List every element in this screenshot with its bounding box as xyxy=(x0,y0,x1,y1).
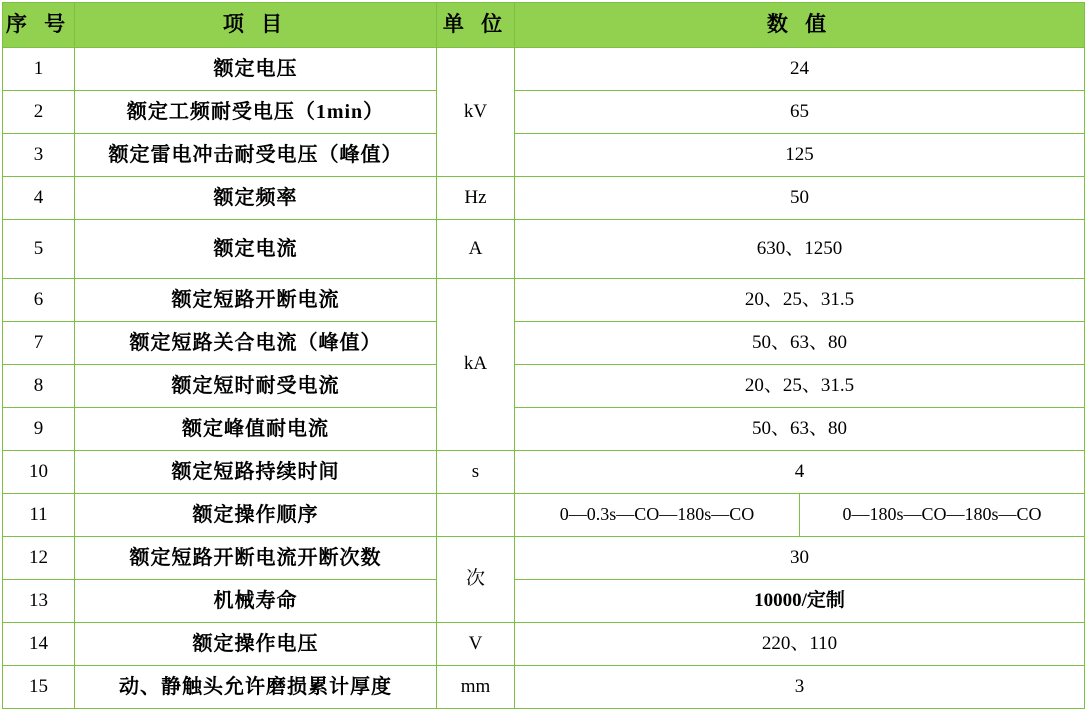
table-header xyxy=(3,3,1085,48)
header-cell-value: 数 值 xyxy=(515,3,1085,48)
cell-item: 额定短时耐受电流 xyxy=(75,365,437,408)
table-row xyxy=(3,494,1085,537)
cell-no: 8 xyxy=(3,365,75,408)
cell-value: 24 xyxy=(515,48,1085,91)
cell-item: 动、静触头允许磨损累计厚度 xyxy=(75,666,437,709)
table-row xyxy=(3,220,1085,279)
cell-value-part: 0—180s—CO—180s—CO xyxy=(842,504,1042,525)
table-row xyxy=(3,666,1085,709)
cell-no: 13 xyxy=(3,580,75,623)
cell-no: 9 xyxy=(3,408,75,451)
header-cell-unit: 单 位 xyxy=(437,3,515,48)
cell-no: 6 xyxy=(3,279,75,322)
cell-item: 额定工频耐受电压（1min） xyxy=(75,91,437,134)
cell-item: 额定短路关合电流（峰值） xyxy=(75,322,437,365)
header-row xyxy=(3,3,1085,48)
cell-value: 10000/定制 xyxy=(515,580,1085,623)
table-row xyxy=(3,537,1085,580)
cell-no: 2 xyxy=(3,91,75,134)
table-row xyxy=(3,322,1085,365)
cell-no: 11 xyxy=(3,494,75,537)
header-cell-no: 序 号 xyxy=(3,3,75,48)
cell-no: 12 xyxy=(3,537,75,580)
cell-unit: s xyxy=(437,451,515,494)
cell-item: 额定频率 xyxy=(75,177,437,220)
table-row xyxy=(3,134,1085,177)
cell-value: 50 xyxy=(515,177,1085,220)
table-row xyxy=(3,91,1085,134)
cell-value: 630、1250 xyxy=(515,220,1085,279)
cell-item: 额定操作顺序 xyxy=(75,494,437,537)
cell-no: 4 xyxy=(3,177,75,220)
cell-unit: 次 xyxy=(437,537,515,623)
cell-unit: V xyxy=(437,623,515,666)
cell-item: 额定短路持续时间 xyxy=(75,451,437,494)
cell-item: 额定短路开断电流开断次数 xyxy=(75,537,437,580)
cell-no: 7 xyxy=(3,322,75,365)
cell-item: 额定操作电压 xyxy=(75,623,437,666)
cell-item: 额定峰值耐电流 xyxy=(75,408,437,451)
cell-value: 50、63、80 xyxy=(515,408,1085,451)
table-row xyxy=(3,451,1085,494)
cell-no: 15 xyxy=(3,666,75,709)
cell-item: 额定雷电冲击耐受电压（峰值） xyxy=(75,134,437,177)
split-value-table xyxy=(515,494,1084,536)
table-row xyxy=(3,177,1085,220)
table-row xyxy=(3,580,1085,623)
cell-no: 5 xyxy=(3,220,75,279)
cell-no: 1 xyxy=(3,48,75,91)
cell-value: 3 xyxy=(515,666,1085,709)
cell-unit xyxy=(437,494,515,537)
cell-value: 65 xyxy=(515,91,1085,134)
cell-value xyxy=(515,494,1085,537)
cell-value: 220、110 xyxy=(515,623,1085,666)
cell-value: 30 xyxy=(515,537,1085,580)
cell-no: 10 xyxy=(3,451,75,494)
cell-unit: kA xyxy=(437,279,515,451)
table-body xyxy=(3,48,1085,709)
table-row xyxy=(3,365,1085,408)
cell-item: 额定短路开断电流 xyxy=(75,279,437,322)
cell-value: 20、25、31.5 xyxy=(515,365,1085,408)
cell-item: 额定电压 xyxy=(75,48,437,91)
table-row xyxy=(3,279,1085,322)
table-row xyxy=(3,408,1085,451)
cell-unit: kV xyxy=(437,48,515,177)
specification-table xyxy=(2,2,1085,709)
cell-value-part: 0—0.3s—CO—180s—CO xyxy=(515,494,800,536)
cell-unit: A xyxy=(437,220,515,279)
cell-no: 3 xyxy=(3,134,75,177)
cell-item: 机械寿命 xyxy=(75,580,437,623)
cell-value: 50、63、80 xyxy=(515,322,1085,365)
header-cell-item: 项 目 xyxy=(75,3,437,48)
cell-value: 125 xyxy=(515,134,1085,177)
cell-unit: Hz xyxy=(437,177,515,220)
cell-no: 14 xyxy=(3,623,75,666)
table-row xyxy=(3,48,1085,91)
cell-value: 4 xyxy=(515,451,1085,494)
table-row xyxy=(3,623,1085,666)
cell-unit: mm xyxy=(437,666,515,709)
cell-item: 额定电流 xyxy=(75,220,437,279)
cell-value: 20、25、31.5 xyxy=(515,279,1085,322)
